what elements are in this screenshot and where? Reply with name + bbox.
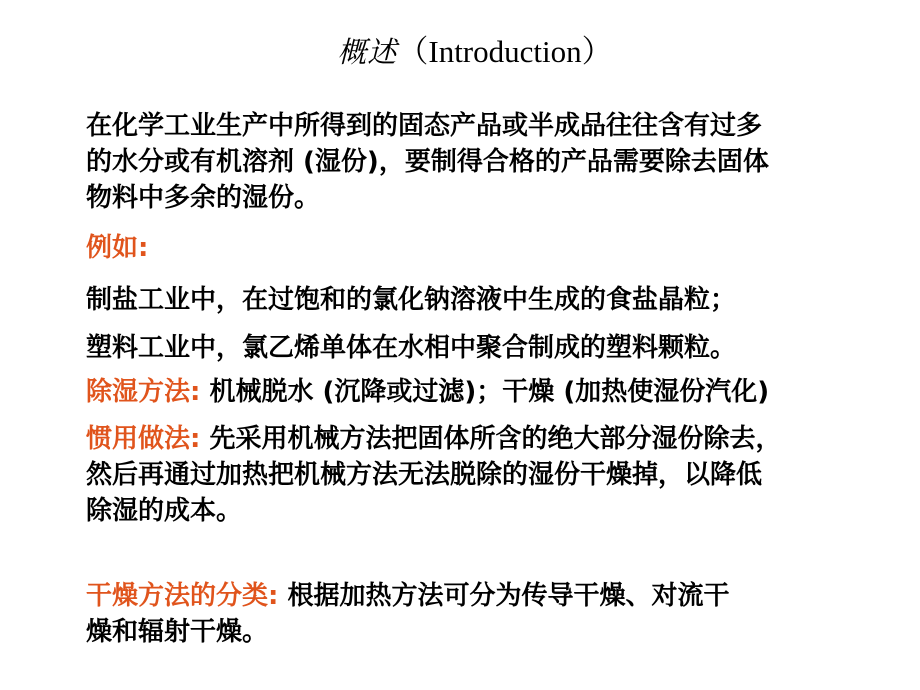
practice-label: 惯用做法: [86, 424, 201, 454]
title-english: （Introduction） [397, 34, 613, 69]
intro-line-1: 在化学工业生产中所得到的固态产品或半成品往往含有过多 [86, 111, 763, 141]
example-label: 例如: [86, 233, 149, 263]
methods-paragraph [86, 374, 886, 410]
intro-line-2: 的水分或有机溶剂 (湿份)，要制得合格的产品需要除去固体 [86, 147, 769, 177]
classification-paragraph [86, 578, 886, 650]
example-item-2-text: 塑料工业中，氯乙烯单体在水相中聚合制成的塑料颗粒。 [86, 333, 737, 363]
practice-line-1: 先采用机械方法把固体所含的绝大部分湿份除去， [200, 424, 782, 454]
classification-label: 干燥方法的分类: [86, 581, 279, 611]
example-heading [86, 230, 886, 266]
classification-line-1: 根据加热方法可分为传导干燥、对流干 [278, 581, 730, 611]
example-item-1 [86, 282, 886, 318]
example-item-1-text: 制盐工业中，在过饱和的氯化钠溶液中生成的食盐晶粒； [86, 285, 737, 315]
classification-line-2: 燥和辐射干燥。 [86, 617, 269, 647]
intro-line-3: 物料中多余的湿份。 [86, 183, 321, 213]
practice-line-2: 然后再通过加热把机械方法无法脱除的湿份干燥掉，以降低 [86, 460, 763, 490]
practice-line-3: 除湿的成本。 [86, 496, 243, 526]
example-item-2 [86, 330, 886, 366]
intro-paragraph [86, 108, 886, 216]
methods-label: 除湿方法: [86, 377, 201, 407]
methods-text: 机械脱水 (沉降或过滤)；干燥 (加热使湿份汽化) [200, 377, 770, 407]
practice-paragraph [86, 421, 886, 529]
slide-title [0, 32, 920, 72]
title-chinese: 概述 [337, 35, 398, 69]
